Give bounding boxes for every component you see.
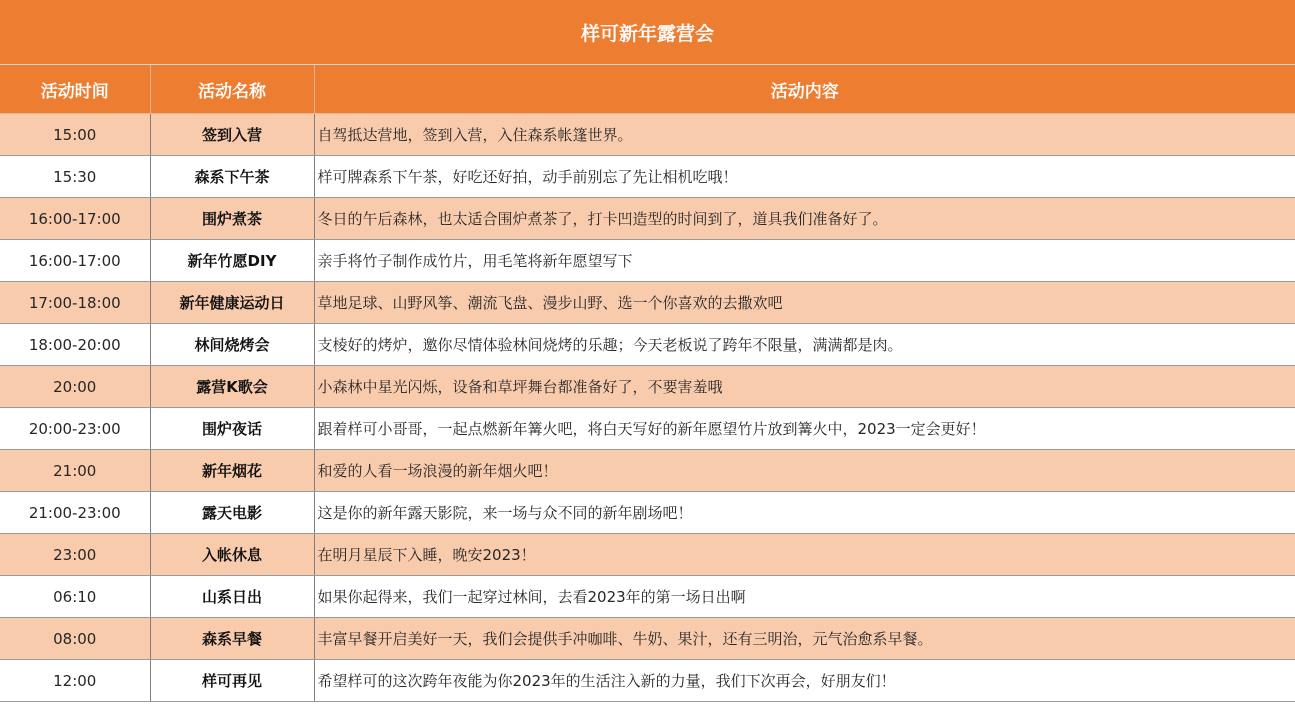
activity-content-cell: 小森林中星光闪烁，设备和草坪舞台都准备好了，不要害羞哦 — [314, 366, 1295, 408]
activity-name-cell: 露营K歌会 — [150, 366, 314, 408]
activity-content-cell: 样可牌森系下午茶，好吃还好拍，动手前别忘了先让相机吃哦！ — [314, 156, 1295, 198]
activity-time-cell: 21:00-23:00 — [0, 492, 150, 534]
activity-time-cell: 17:00-18:00 — [0, 282, 150, 324]
activity-name-cell: 森系早餐 — [150, 618, 314, 660]
schedule-table — [0, 65, 1295, 702]
activity-name-cell: 森系下午茶 — [150, 156, 314, 198]
activity-content-cell: 这是你的新年露天影院，来一场与众不同的新年剧场吧！ — [314, 492, 1295, 534]
table-body — [0, 114, 1295, 702]
activity-content-cell: 希望样可的这次跨年夜能为你2023年的生活注入新的力量，我们下次再会，好朋友们！ — [314, 660, 1295, 702]
activity-time-cell: 06:10 — [0, 576, 150, 618]
table-row — [0, 576, 1295, 618]
activity-time-cell: 16:00-17:00 — [0, 198, 150, 240]
table-row — [0, 408, 1295, 450]
activity-name-cell: 围炉夜话 — [150, 408, 314, 450]
table-row — [0, 156, 1295, 198]
header-activity-time: 活动时间 — [0, 65, 150, 114]
activity-name-cell: 围炉煮茶 — [150, 198, 314, 240]
activity-time-cell: 21:00 — [0, 450, 150, 492]
activity-time-cell: 18:00-20:00 — [0, 324, 150, 366]
table-row — [0, 324, 1295, 366]
activity-time-cell: 20:00-23:00 — [0, 408, 150, 450]
activity-content-cell: 自驾抵达营地，签到入营，入住森系帐篷世界。 — [314, 114, 1295, 156]
table-row — [0, 492, 1295, 534]
activity-name-cell: 样可再见 — [150, 660, 314, 702]
activity-name-cell: 签到入营 — [150, 114, 314, 156]
activity-name-cell: 山系日出 — [150, 576, 314, 618]
activity-name-cell: 新年健康运动日 — [150, 282, 314, 324]
activity-time-cell: 08:00 — [0, 618, 150, 660]
activity-time-cell: 12:00 — [0, 660, 150, 702]
header-activity-content: 活动内容 — [314, 65, 1295, 114]
activity-time-cell: 15:00 — [0, 114, 150, 156]
table-row — [0, 450, 1295, 492]
activity-content-cell: 在明月星辰下入睡，晚安2023！ — [314, 534, 1295, 576]
header-row — [0, 65, 1295, 114]
table-row — [0, 198, 1295, 240]
activity-content-cell: 如果你起得来，我们一起穿过林间，去看2023年的第一场日出啊 — [314, 576, 1295, 618]
activity-content-cell: 丰富早餐开启美好一天，我们会提供手冲咖啡、牛奶、果汁，还有三明治，元气治愈系早餐。 — [314, 618, 1295, 660]
activity-content-cell: 亲手将竹子制作成竹片，用毛笔将新年愿望写下 — [314, 240, 1295, 282]
table-row — [0, 114, 1295, 156]
activity-name-cell: 露天电影 — [150, 492, 314, 534]
activity-name-cell: 新年烟花 — [150, 450, 314, 492]
activity-time-cell: 16:00-17:00 — [0, 240, 150, 282]
table-row — [0, 534, 1295, 576]
activity-content-cell: 冬日的午后森林，也太适合围炉煮茶了，打卡凹造型的时间到了，道具我们准备好了。 — [314, 198, 1295, 240]
activity-content-cell: 跟着样可小哥哥，一起点燃新年篝火吧，将白天写好的新年愿望竹片放到篝火中，2023一定会更好！ — [314, 408, 1295, 450]
activity-time-cell: 15:30 — [0, 156, 150, 198]
activity-time-cell: 23:00 — [0, 534, 150, 576]
activity-name-cell: 林间烧烤会 — [150, 324, 314, 366]
table-row — [0, 282, 1295, 324]
activity-name-cell: 入帐休息 — [150, 534, 314, 576]
table-row — [0, 240, 1295, 282]
activity-content-cell: 草地足球、山野风筝、潮流飞盘、漫步山野、选一个你喜欢的去撒欢吧 — [314, 282, 1295, 324]
activity-name-cell: 新年竹愿DIY — [150, 240, 314, 282]
sheet-title: 样可新年露营会 — [0, 0, 1295, 65]
header-activity-name: 活动名称 — [150, 65, 314, 114]
activity-content-cell: 支棱好的烤炉，邀你尽情体验林间烧烤的乐趣；今天老板说了跨年不限量，满满都是肉。 — [314, 324, 1295, 366]
table-header — [0, 65, 1295, 114]
activity-time-cell: 20:00 — [0, 366, 150, 408]
activity-content-cell: 和爱的人看一场浪漫的新年烟火吧！ — [314, 450, 1295, 492]
table-row — [0, 660, 1295, 702]
table-row — [0, 618, 1295, 660]
table-row — [0, 366, 1295, 408]
